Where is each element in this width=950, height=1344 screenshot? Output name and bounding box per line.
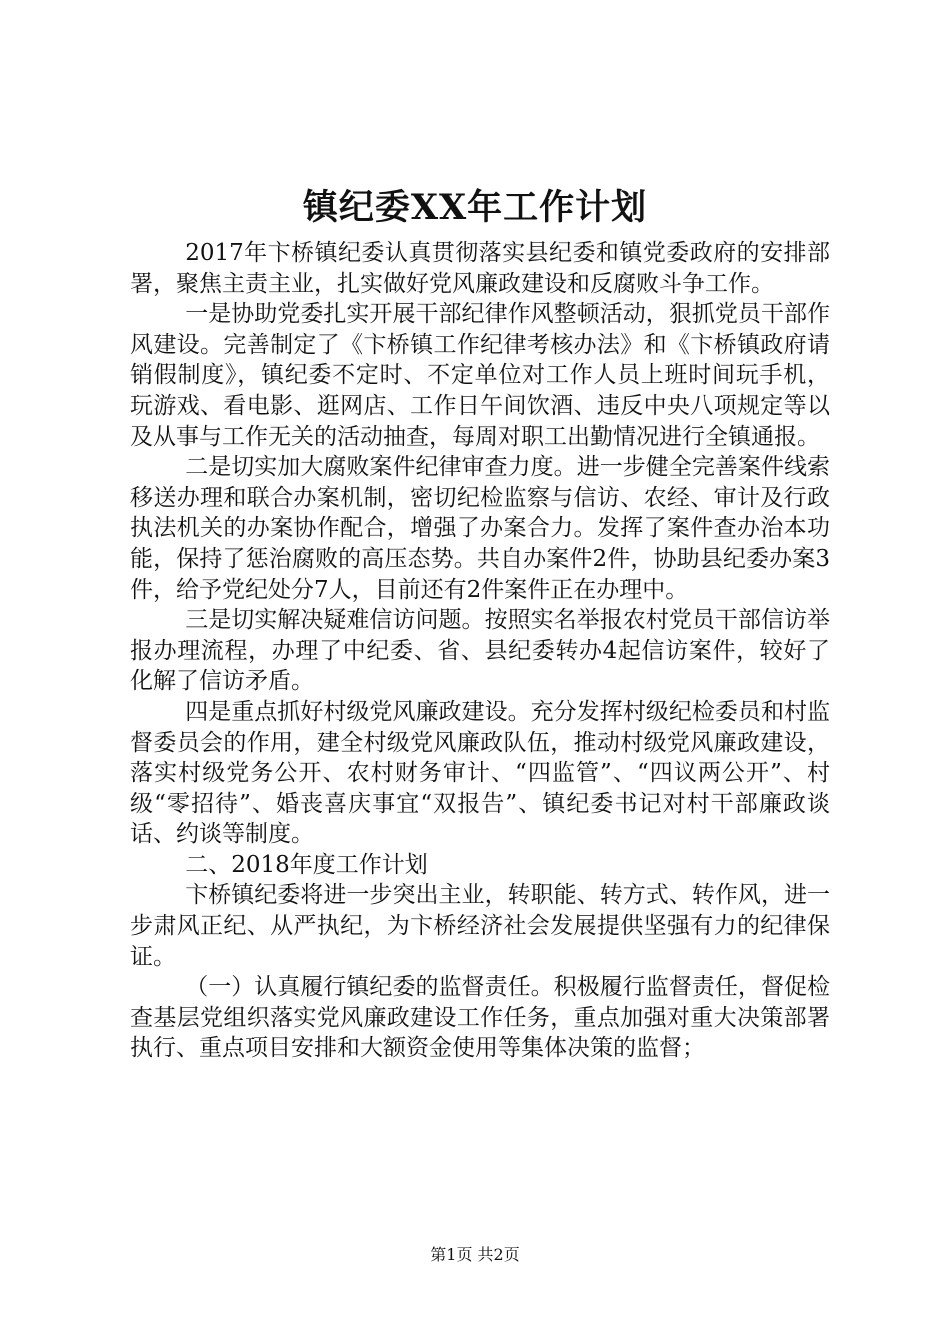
paragraph-intro: 2017年卞桥镇纪委认真贯彻落实县纪委和镇党委政府的安排部署，聚焦主责主业，扎实做好党风廉政建设和反腐败斗争工作。	[130, 240, 830, 297]
document-body	[130, 238, 830, 1064]
paragraph-item-1: 一是协助党委扎实开展干部纪律作风整顿活动，狠抓党员干部作风建设。完善制定了《卞桥镇工作纪律考核办法》和《卞桥镇政府请销假制度》，镇纪委不定时、不定单位对工作人员上班时间玩手机，玩游戏、看电影、逛网店、工作日午间饮酒、违反中央八项规定等以及从事与工作无关的活动抽查，每周对职工出勤情况进行全镇通报。	[130, 301, 830, 450]
paragraph-item-2: 二是切实加大腐败案件纪律审查力度。进一步健全完善案件线索移送办理和联合办案机制，密切纪检监察与信访、农经、审计及行政执法机关的办案协作配合，增强了办案合力。发挥了案件查办治本功能，保持了惩治腐败的高压态势。共自办案件2件，协助县纪委办案3件，给予党纪处分7人，目前还有2件案件正在办理中。	[130, 454, 830, 603]
paragraph-item-3: 三是切实解决疑难信访问题。按照实名举报农村党员干部信访举报办理流程，办理了中纪委、省、县纪委转办4起信访案件，较好了化解了信访矛盾。	[130, 607, 830, 695]
paragraph-plan-item-1: （一）认真履行镇纪委的监督责任。积极履行监督责任，督促检查基层党组织落实党风廉政建设工作任务，重点加强对重大决策部署执行、重点项目安排和大额资金使用等集体决策的监督；	[130, 974, 830, 1062]
paragraph-item-4: 四是重点抓好村级党风廉政建设。充分发挥村级纪检委员和村监督委员会的作用，建全村级党风廉政队伍，推动村级党风廉政建设，落实村级党务公开、农村财务审计、“四监管”、“四议两公开”、村级“零招待”、婚丧喜庆事宜“双报告”、镇纪委书记对村干部廉政谈话、约谈等制度。	[130, 698, 830, 848]
section-heading-2018-plan: 二、2018年度工作计划	[185, 851, 428, 878]
page-footer: 第1页 共2页	[430, 1245, 520, 1264]
document-title: 镇纪委XX年工作计划	[302, 187, 648, 228]
paragraph-plan-intro: 卞桥镇纪委将进一步突出主业，转职能、转方式、转作风，进一步肃风正纪、从严执纪，为卞桥经济社会发展提供坚强有力的纪律保证。	[130, 882, 830, 970]
